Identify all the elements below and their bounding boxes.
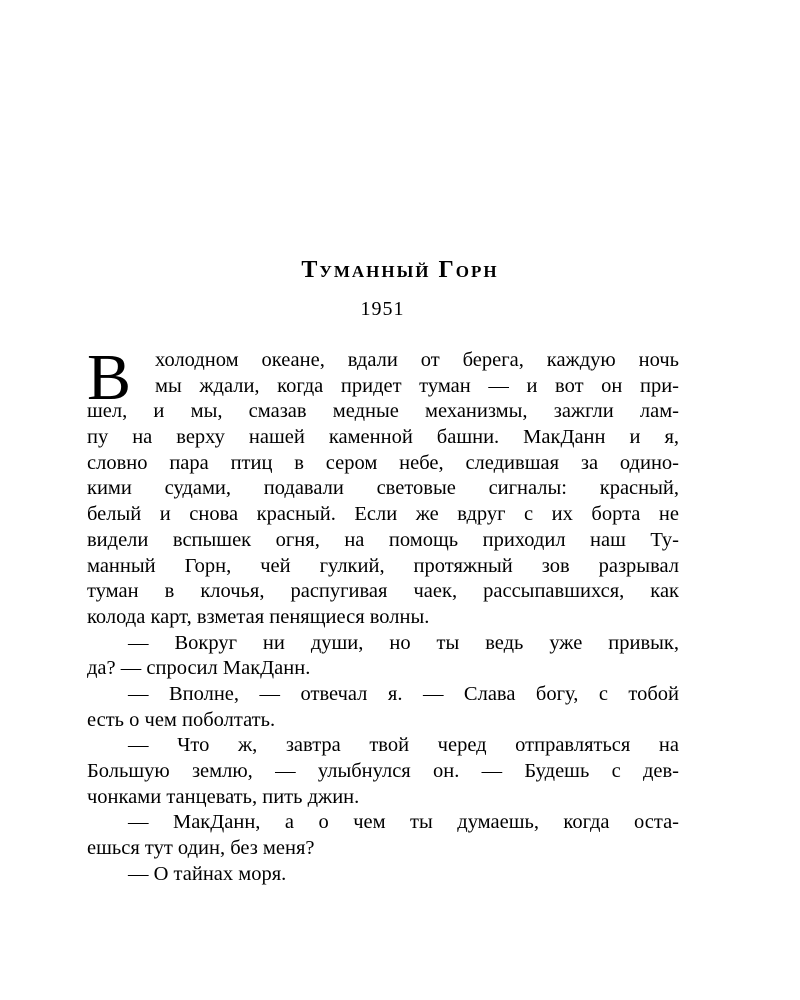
text-line: Большую землю, — улыбнулся он. — Будешь с дев- [87, 760, 679, 782]
text-line: видели вспышек огня, на помощь приходил наш Ту- [87, 528, 679, 551]
dialogue-line: — О тайнах моря. [128, 862, 287, 885]
text-line: манный Горн, чей гулкий, протяжный зов разрывал [87, 554, 679, 577]
text-line: ешься тут один, без меня? [87, 837, 315, 860]
text-line: пу на верху нашей каменной башни. МакДанн и я, [87, 426, 679, 449]
text-line: да? — спросил МакДанн. [87, 657, 311, 680]
text-line: кими судами, подавали световые сигналы: красный, [87, 477, 679, 500]
dialogue-line: — Вполне, — отвечал я. — Слава богу, с тобой [128, 682, 679, 705]
drop-cap: В [87, 341, 132, 414]
text-line: есть о чем поболтать. [87, 708, 276, 731]
dialogue-line: — Что ж, завтра твой черед отправляться на [128, 734, 679, 757]
text-line: чонками танцевать, пить джин. [87, 785, 360, 808]
text-line: мы ждали, когда придет туман — и вот он при- [155, 374, 679, 397]
text-line: холодном океане, вдали от берега, каждую ночь [155, 349, 679, 371]
dialogue-line: — МакДанн, а о чем ты думаешь, когда оста- [128, 811, 679, 834]
text-line: колода карт, взметая пенящиеся волны. [87, 605, 430, 628]
dialogue-line: — Вокруг ни души, но ты ведь уже привык, [128, 631, 679, 654]
text-line: белый и снова красный. Если же вдруг с их борта не [87, 503, 679, 526]
story-year: 1951 [360, 298, 405, 320]
story-text [87, 341, 679, 887]
text-line: туман в клочья, распугивая чаек, рассыпавшихся, как [87, 580, 679, 603]
text-line: шел, и мы, смазав медные механизмы, зажгли лам- [87, 400, 679, 423]
text-line: словно пара птиц в сером небе, следившая за одино- [87, 451, 679, 474]
story-title: Туманный Горн [301, 257, 499, 283]
